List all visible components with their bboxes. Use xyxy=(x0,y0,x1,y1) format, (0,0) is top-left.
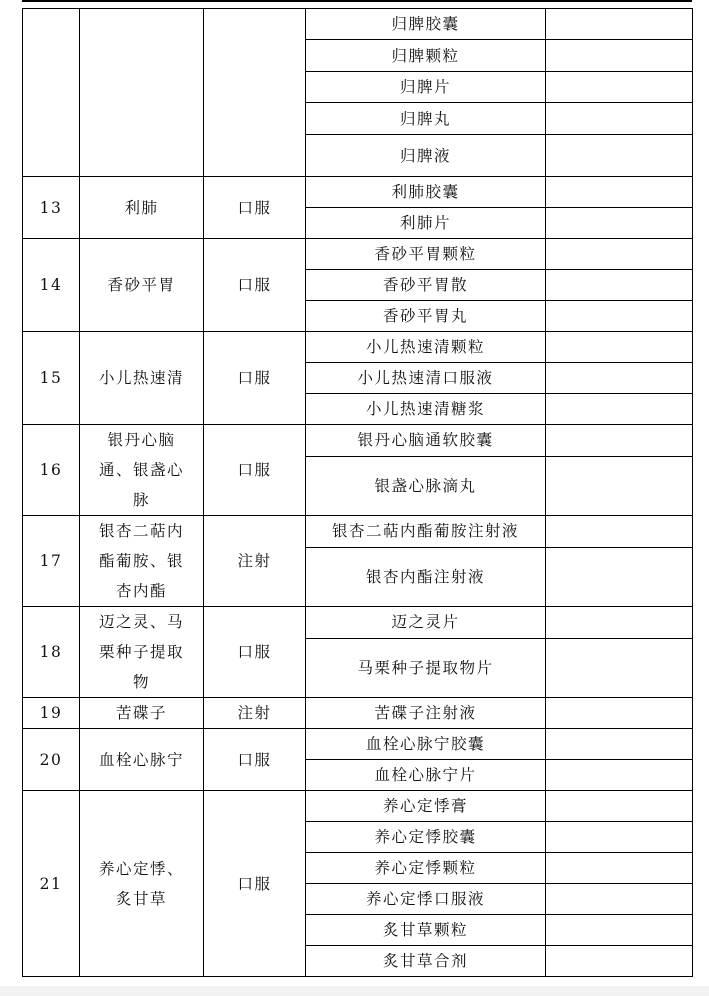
blank-cell xyxy=(546,239,693,270)
ingredient-name: 血栓心脉宁 xyxy=(80,729,204,791)
table-row xyxy=(23,9,693,40)
administration-route: 注射 xyxy=(204,516,306,607)
blank-cell xyxy=(546,791,693,822)
product-name: 归脾液 xyxy=(306,135,546,177)
ingredient-name-line: 养心定悸、 xyxy=(98,859,184,878)
product-name: 小儿热速清口服液 xyxy=(306,363,546,394)
administration-route xyxy=(204,9,306,177)
row-number: 16 xyxy=(23,425,80,516)
administration-route: 口服 xyxy=(204,791,306,977)
ingredient-name-line: 银杏二萜内 xyxy=(98,522,184,540)
blank-cell xyxy=(546,135,693,177)
product-name: 迈之灵片 xyxy=(306,607,546,639)
blank-cell xyxy=(546,425,693,457)
blank-cell xyxy=(546,547,693,606)
ingredient-name-line: 迈之灵、马 xyxy=(98,613,184,631)
product-name: 银杏内酯注射液 xyxy=(306,547,546,606)
ingredient-name-line: 酯葡胺、银 xyxy=(98,552,184,570)
blank-cell xyxy=(546,729,693,760)
product-name: 利肺片 xyxy=(306,208,546,239)
blank-cell xyxy=(546,456,693,515)
ingredient-name-line: 杏内酯 xyxy=(115,582,167,600)
table-row xyxy=(23,607,693,639)
blank-cell xyxy=(546,698,693,729)
blank-cell xyxy=(546,72,693,103)
table-row xyxy=(23,516,693,548)
product-name: 炙甘草颗粒 xyxy=(306,915,546,946)
product-name: 银丹心脑通软胶囊 xyxy=(306,425,546,457)
administration-route: 口服 xyxy=(204,607,306,698)
ingredient-name-line: 脉 xyxy=(132,491,150,509)
blank-cell xyxy=(546,607,693,639)
table-row xyxy=(23,791,693,822)
blank-cell xyxy=(546,103,693,135)
blank-cell xyxy=(546,822,693,853)
product-name: 归脾颗粒 xyxy=(306,40,546,72)
product-name: 银盏心脉滴丸 xyxy=(306,456,546,515)
ingredient-name xyxy=(80,607,204,698)
administration-route: 口服 xyxy=(204,239,306,332)
blank-cell xyxy=(546,363,693,394)
table-row xyxy=(23,425,693,457)
row-number: 20 xyxy=(23,729,80,791)
row-number: 19 xyxy=(23,698,80,729)
product-name: 香砂平胃颗粒 xyxy=(306,239,546,270)
drug-table xyxy=(22,8,693,977)
blank-cell xyxy=(546,332,693,363)
table-row xyxy=(23,698,693,729)
product-name: 苦碟子注射液 xyxy=(306,698,546,729)
ingredient-name-line: 栗种子提取 xyxy=(98,643,184,661)
blank-cell xyxy=(546,177,693,208)
blank-cell xyxy=(546,946,693,977)
administration-route: 口服 xyxy=(204,332,306,425)
blank-cell xyxy=(546,884,693,915)
ingredient-name-line: 通、银盏心 xyxy=(98,461,184,479)
product-name: 归脾片 xyxy=(306,72,546,103)
administration-route: 口服 xyxy=(204,729,306,791)
product-name: 利肺胶囊 xyxy=(306,177,546,208)
product-name: 炙甘草合剂 xyxy=(306,946,546,977)
ingredient-name xyxy=(80,516,204,607)
row-number xyxy=(23,9,80,177)
ingredient-name: 香砂平胃 xyxy=(80,239,204,332)
product-name: 归脾胶囊 xyxy=(306,9,546,40)
product-name: 血栓心脉宁胶囊 xyxy=(306,729,546,760)
table-row xyxy=(23,177,693,208)
blank-cell xyxy=(546,270,693,301)
product-name: 养心定悸胶囊 xyxy=(306,822,546,853)
blank-cell xyxy=(546,853,693,884)
product-name: 归脾丸 xyxy=(306,103,546,135)
administration-route: 口服 xyxy=(204,177,306,239)
blank-cell xyxy=(546,760,693,791)
product-name: 香砂平胃丸 xyxy=(306,301,546,332)
table-row xyxy=(23,729,693,760)
row-number: 18 xyxy=(23,607,80,698)
ingredient-name xyxy=(80,425,204,516)
product-name: 小儿热速清糖浆 xyxy=(306,394,546,425)
ingredient-name-line: 银丹心脑 xyxy=(107,431,176,449)
blank-cell xyxy=(546,915,693,946)
ingredient-name: 苦碟子 xyxy=(80,698,204,729)
top-rule xyxy=(22,0,692,2)
product-name: 养心定悸口服液 xyxy=(306,884,546,915)
blank-cell xyxy=(546,9,693,40)
product-name: 养心定悸颗粒 xyxy=(306,853,546,884)
blank-cell xyxy=(546,208,693,239)
row-number: 13 xyxy=(23,177,80,239)
product-name: 银杏二萜内酯葡胺注射液 xyxy=(306,516,546,548)
product-name: 养心定悸膏 xyxy=(306,791,546,822)
product-name: 马栗种子提取物片 xyxy=(306,638,546,697)
ingredient-name xyxy=(80,9,204,177)
product-name: 小儿热速清颗粒 xyxy=(306,332,546,363)
blank-cell xyxy=(546,516,693,548)
table-row xyxy=(23,332,693,363)
ingredient-name: 小儿热速清 xyxy=(80,332,204,425)
row-number: 14 xyxy=(23,239,80,332)
table-row xyxy=(23,239,693,270)
ingredient-name: 利肺 xyxy=(80,177,204,239)
blank-cell xyxy=(546,301,693,332)
ingredient-name-line: 炙甘草 xyxy=(115,889,167,908)
administration-route: 口服 xyxy=(204,425,306,516)
table-body xyxy=(23,9,693,977)
administration-route: 注射 xyxy=(204,698,306,729)
blank-cell xyxy=(546,638,693,697)
ingredient-name-line: 物 xyxy=(132,673,150,691)
product-name: 血栓心脉宁片 xyxy=(306,760,546,791)
row-number: 17 xyxy=(23,516,80,607)
blank-cell xyxy=(546,394,693,425)
ingredient-name xyxy=(80,791,204,977)
row-number: 15 xyxy=(23,332,80,425)
blank-cell xyxy=(546,40,693,72)
product-name: 香砂平胃散 xyxy=(306,270,546,301)
row-number: 21 xyxy=(23,791,80,977)
